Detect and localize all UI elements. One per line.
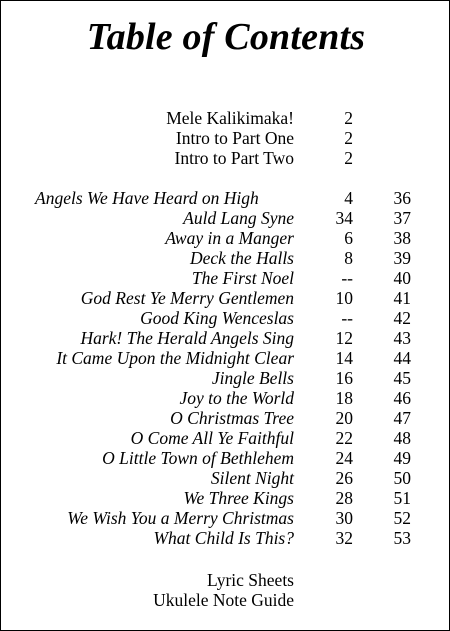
page-title: Table of Contents <box>86 16 366 58</box>
entry-title: Lyric Sheets <box>207 570 294 590</box>
song-title: It Came Upon the Midnight Clear <box>56 348 294 368</box>
toc-row-song <box>1 388 450 408</box>
song-title: Deck the Halls <box>190 248 294 268</box>
song-title: We Three Kings <box>183 488 294 508</box>
song-page-part-two: 49 <box>393 448 411 468</box>
entry-title: Intro to Part Two <box>174 148 294 168</box>
toc-row-song <box>1 508 450 528</box>
song-page-part-one: 4 <box>344 188 353 208</box>
song-page-part-two: 52 <box>393 508 411 528</box>
song-page-part-two: 43 <box>393 328 411 348</box>
song-page-part-two: 40 <box>393 268 411 288</box>
song-title: Jingle Bells <box>211 368 294 388</box>
song-title: Auld Lang Syne <box>183 208 294 228</box>
toc-row-song <box>1 368 450 388</box>
toc-row-song <box>1 428 450 448</box>
toc-row-song <box>1 348 450 368</box>
toc-row-song <box>1 188 450 208</box>
song-page-part-two: 38 <box>393 228 411 248</box>
toc-row-appendix <box>1 590 450 610</box>
toc-row-intro <box>1 128 450 148</box>
song-title: O Christmas Tree <box>170 408 294 428</box>
entry-page: 2 <box>344 148 353 168</box>
song-page-part-one: 22 <box>335 428 353 448</box>
song-page-part-one: 34 <box>335 208 353 228</box>
toc-row-song <box>1 408 450 428</box>
toc-row-song <box>1 208 450 228</box>
song-title: We Wish You a Merry Christmas <box>67 508 294 528</box>
song-page-part-one: 14 <box>335 348 353 368</box>
song-page-part-one: -- <box>341 308 353 328</box>
toc-row-intro <box>1 108 450 128</box>
song-page-part-two: 42 <box>393 308 411 328</box>
toc-row-song <box>1 528 450 548</box>
toc-row-song <box>1 248 450 268</box>
song-page-part-one: 32 <box>335 528 353 548</box>
entry-page: 2 <box>344 108 353 128</box>
song-page-part-two: 44 <box>393 348 411 368</box>
song-page-part-one: 8 <box>344 248 353 268</box>
song-page-part-one: 6 <box>344 228 353 248</box>
entry-title: Mele Kalikimaka! <box>166 108 294 128</box>
song-title: Good King Wenceslas <box>140 308 294 328</box>
song-page-part-two: 36 <box>393 188 411 208</box>
song-page-part-one: 16 <box>335 368 353 388</box>
song-page-part-one: 12 <box>335 328 353 348</box>
song-title: Hark! The Herald Angels Sing <box>80 328 294 348</box>
song-page-part-two: 45 <box>393 368 411 388</box>
song-page-part-one: 10 <box>335 288 353 308</box>
song-page-part-one: 24 <box>335 448 353 468</box>
song-title: Silent Night <box>210 468 294 488</box>
song-page-part-one: 28 <box>335 488 353 508</box>
song-page-part-two: 41 <box>393 288 411 308</box>
song-page-part-two: 47 <box>393 408 411 428</box>
song-title: The First Noel <box>191 268 294 288</box>
toc-row-song <box>1 308 450 328</box>
entry-title: Ukulele Note Guide <box>153 590 294 610</box>
song-page-part-one: 26 <box>335 468 353 488</box>
toc-row-song <box>1 448 450 468</box>
song-title: Angels We Have Heard on High <box>35 188 259 208</box>
song-page-part-two: 37 <box>393 208 411 228</box>
song-page-part-two: 48 <box>393 428 411 448</box>
song-page-part-one: 30 <box>335 508 353 528</box>
song-page-part-two: 39 <box>393 248 411 268</box>
toc-row-song <box>1 468 450 488</box>
song-page-part-one: 20 <box>335 408 353 428</box>
song-page-part-two: 53 <box>393 528 411 548</box>
toc-row-song <box>1 488 450 508</box>
song-page-part-one: 18 <box>335 388 353 408</box>
toc-row-song <box>1 328 450 348</box>
entry-title: Intro to Part One <box>175 128 294 148</box>
toc-row-song <box>1 288 450 308</box>
song-title: Joy to the World <box>179 388 294 408</box>
toc-row-song <box>1 268 450 288</box>
song-title: O Little Town of Bethlehem <box>102 448 294 468</box>
entry-page: 2 <box>344 128 353 148</box>
song-title: God Rest Ye Merry Gentlemen <box>80 288 294 308</box>
toc-row-intro <box>1 148 450 168</box>
song-title: What Child Is This? <box>153 528 294 548</box>
toc-row-appendix <box>1 570 450 590</box>
song-title: O Come All Ye Faithful <box>130 428 294 448</box>
song-page-part-two: 50 <box>393 468 411 488</box>
toc-row-song <box>1 228 450 248</box>
song-page-part-two: 51 <box>393 488 411 508</box>
song-page-part-one: -- <box>341 268 353 288</box>
song-title: Away in a Manger <box>165 228 294 248</box>
song-page-part-two: 46 <box>393 388 411 408</box>
